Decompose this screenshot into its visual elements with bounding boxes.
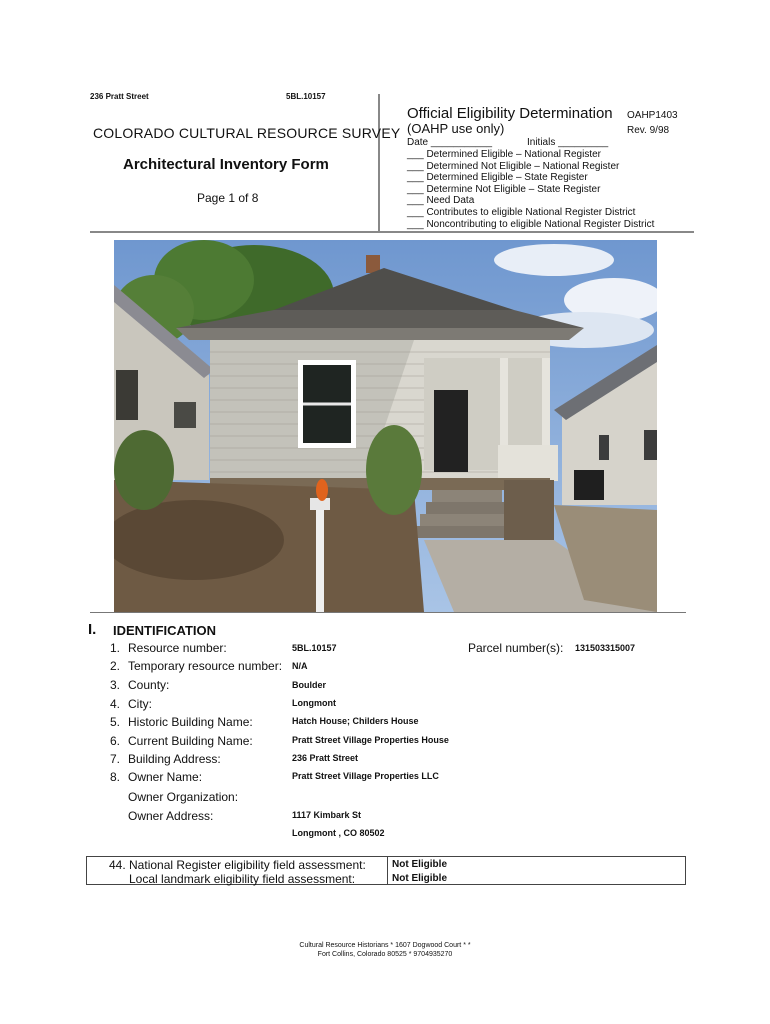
oahp-code: OAHP1403	[627, 110, 678, 121]
field-value: N/A	[292, 661, 308, 671]
oahp-title: Official Eligibility Determination	[407, 105, 613, 122]
parcel-label: Parcel number(s):	[468, 641, 564, 655]
local-eligibility-label: Local landmark eligibility field assessment:	[129, 872, 356, 886]
field-value: Pratt Street Village Properties LLC	[292, 771, 439, 781]
check-item: ___ Determined Eligible – National Register	[407, 149, 601, 160]
field-label: Temporary resource number:	[128, 659, 283, 673]
national-eligibility-label: 44. National Register eligibility field assessment:	[109, 858, 366, 872]
field-label: Current Building Name:	[128, 734, 253, 748]
field-value: Pratt Street Village Properties House	[292, 735, 449, 745]
check-item: ___ Determine Not Eligible – State Register	[407, 183, 601, 195]
footer-line-2: Fort Collins, Colorado 80525 * 9704935270	[317, 951, 453, 958]
field-value: Hatch House; Childers House	[292, 716, 419, 726]
check-item: ___ Noncontributing to eligible National Register District	[407, 218, 655, 230]
owner-organization-label: Owner Organization:	[128, 790, 239, 804]
check-item: ___ Determined Not Eligible – National Register	[407, 160, 620, 172]
header-horizontal-divider	[90, 231, 694, 233]
field-label: Resource number:	[128, 641, 227, 655]
field-number: 5.	[110, 715, 121, 729]
check-item: ___ Determined Eligible – State Register	[407, 172, 588, 184]
field-label: Owner Name:	[128, 770, 203, 784]
form-title: Architectural Inventory Form	[123, 156, 329, 173]
survey-title: COLORADO CULTURAL RESOURCE SURVEY	[93, 125, 401, 141]
check-item: ___ Need Data	[407, 195, 475, 207]
field-value: Longmont	[292, 698, 336, 708]
field-label: City:	[128, 697, 152, 711]
building-photo	[114, 240, 657, 612]
header-street: 236 Pratt Street	[90, 92, 149, 101]
local-eligibility-value: Not Eligible	[392, 873, 447, 884]
owner-address-label: Owner Address:	[128, 809, 214, 823]
field-number: 2.	[110, 659, 121, 673]
section-heading: IDENTIFICATION	[113, 623, 217, 638]
footer-line-1: Cultural Resource Historians * 1607 Dogwood Court * *	[299, 942, 471, 949]
oahp-rev: Rev. 9/98	[627, 125, 670, 136]
oahp-date-label: Date ___________	[407, 137, 493, 148]
field-value: 5BL.10157	[292, 643, 337, 653]
photo-bottom-rule	[90, 612, 686, 613]
field-value: 236 Pratt Street	[292, 753, 359, 763]
field-value: Boulder	[292, 680, 327, 690]
oahp-initials-label: Initials _________	[527, 137, 609, 148]
parcel-value: 131503315007	[575, 643, 636, 653]
field-number: 3.	[110, 678, 121, 692]
field-number: 8.	[110, 770, 121, 784]
check-item: ___ Contributes to eligible National Register District	[407, 206, 636, 218]
field-label: Historic Building Name:	[128, 715, 253, 729]
field-number: 6.	[110, 734, 121, 748]
oahp-checklist	[407, 149, 654, 230]
eligibility-divider	[387, 857, 388, 884]
field-label: County:	[128, 678, 170, 692]
header-vertical-divider	[378, 94, 380, 232]
oahp-subtitle: (OAHP use only)	[407, 121, 505, 136]
national-eligibility-value: Not Eligible	[392, 859, 447, 870]
eligibility-box	[86, 856, 686, 885]
page-number: Page 1 of 8	[197, 191, 259, 205]
owner-address-line1: 1117 Kimbark St	[292, 810, 362, 820]
field-number: 4.	[110, 697, 121, 711]
field-number: 7.	[110, 752, 121, 766]
header-site-id: 5BL.10157	[286, 92, 326, 101]
owner-address-line2: Longmont , CO 80502	[292, 828, 385, 838]
section-roman: I.	[88, 621, 97, 638]
field-number: 1.	[110, 641, 121, 655]
field-label: Building Address:	[128, 752, 221, 766]
